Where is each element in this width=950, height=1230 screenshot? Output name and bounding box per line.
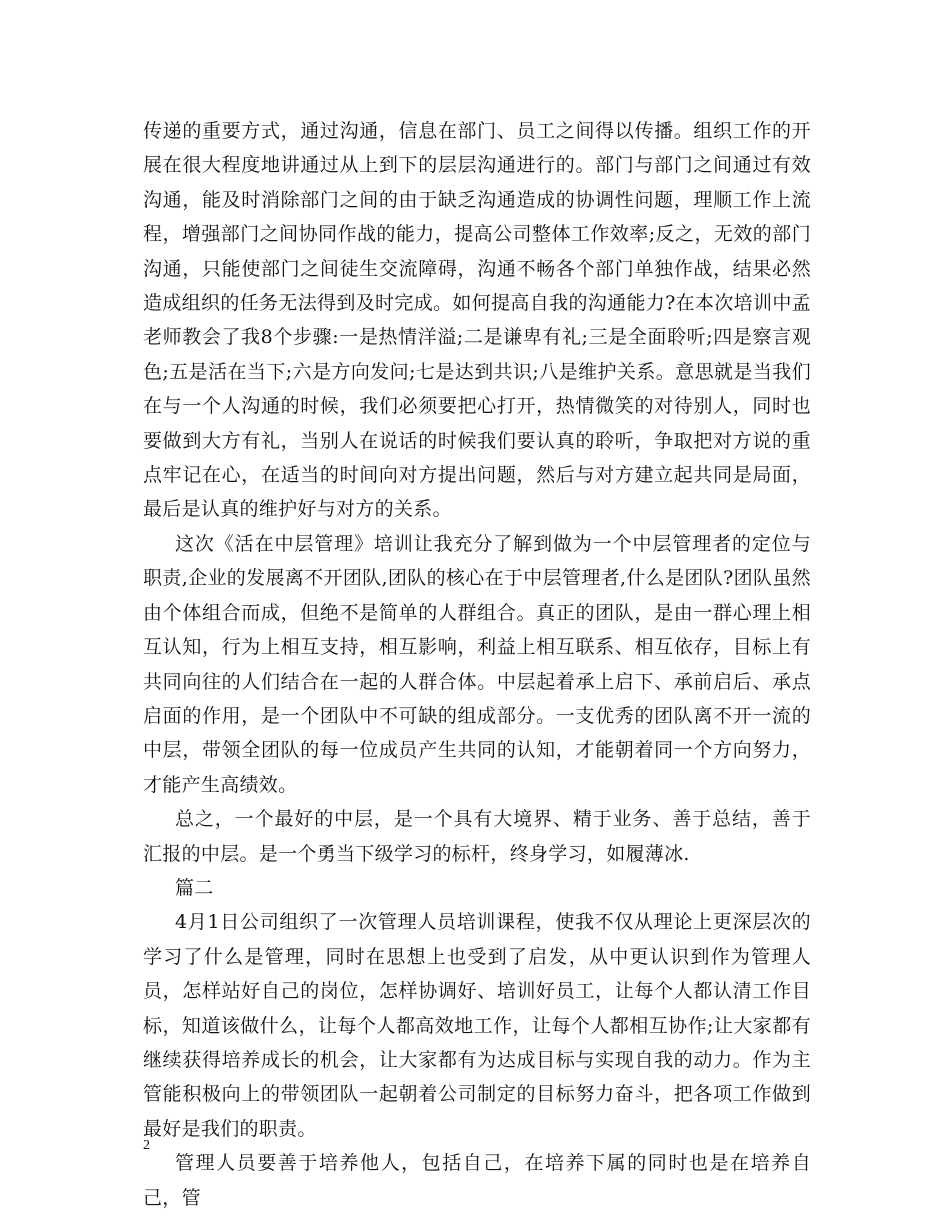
page-number: 2 [143,1138,150,1153]
paragraph-cultivate-others: 管理人员要善于培养他人，包括自己，在培养下属的同时也是在培养自己，管 [143,1152,811,1209]
paragraph-training-course: 4月1日公司组织了一次管理人员培训课程，使我不仅从理论上更深层次的学习了什么是管理，同时在思想上也受到了启发，从中更认识到作为管理人员，怎样站好自己的岗位，怎样协调好、培训好员工，让每个人都认清工作目标，知道该做什么，让每个人都高效地工作，让每个人都相互协作;让大家都有继续获得培养成长的机会，让大家都有为达成目标与实现自我的动力。作为主管能积极向上的带领团队一起朝着公司制定的目标努力奋斗，把各项工作做到最好是我们的职责。 [143,911,811,1140]
paragraph-conclusion: 总之，一个最好的中层，是一个具有大境界、精于业务、善于总结，善于汇报的中层。是一个勇当下级学习的标杆，终身学习，如履薄冰. [143,808,811,865]
document-body [143,114,811,1215]
paragraph-communication: 传递的重要方式，通过沟通，信息在部门、员工之间得以传播。组织工作的开展在很大程度地讲通过从上到下的层层沟通进行的。部门与部门之间通过有效沟通，能及时消除部门之间的由于缺乏沟通造成的协调性问题，理顺工作上流程，增强部门之间协同作战的能力，提高公司整体工作效率;反之，无效的部门沟通，只能使部门之间徒生交流障碍，沟通不畅各个部门单独作战，结果必然造成组织的任务无法得到及时完成。如何提高自我的沟通能力?在本次培训中孟老师教会了我8个步骤:一是热情洋溢;二是谦卑有礼;三是全面聆听;四是察言观色;五是活在当下;六是方向发问;七是达到共识;八是维护关系。意思就是当我们在与一个人沟通的时候，我们必须要把心打开，热情微笑的对待别人，同时也要做到大方有礼，当别人在说话的时候我们要认真的聆听，争取把对方说的重点牢记在心，在适当的时间向对方提出问题，然后与对方建立起共同是局面，最后是认真的维护好与对方的关系。 [143,120,811,521]
section-heading: 篇二 [175,876,214,899]
paragraph-middle-management: 这次《活在中层管理》培训让我充分了解到做为一个中层管理者的定位与职责,企业的发展离不开团队,团队的核心在于中层管理者,什么是团队?团队虽然由个体组合而成，但绝不是简单的人群组合。真正的团队，是由一群心理上相互认知，行为上相互支持，相互影响，利益上相互联系、相互依存，目标上有共同向往的人们结合在一起的人群合体。中层起着承上启下、承前启后、承点启面的作用，是一个团队中不可缺的组成部分。一支优秀的团队离不开一流的中层，带领全团队的每一位成员产生共同的认知，才能朝着同一个方向努力，才能产生高绩效。 [143,532,811,796]
